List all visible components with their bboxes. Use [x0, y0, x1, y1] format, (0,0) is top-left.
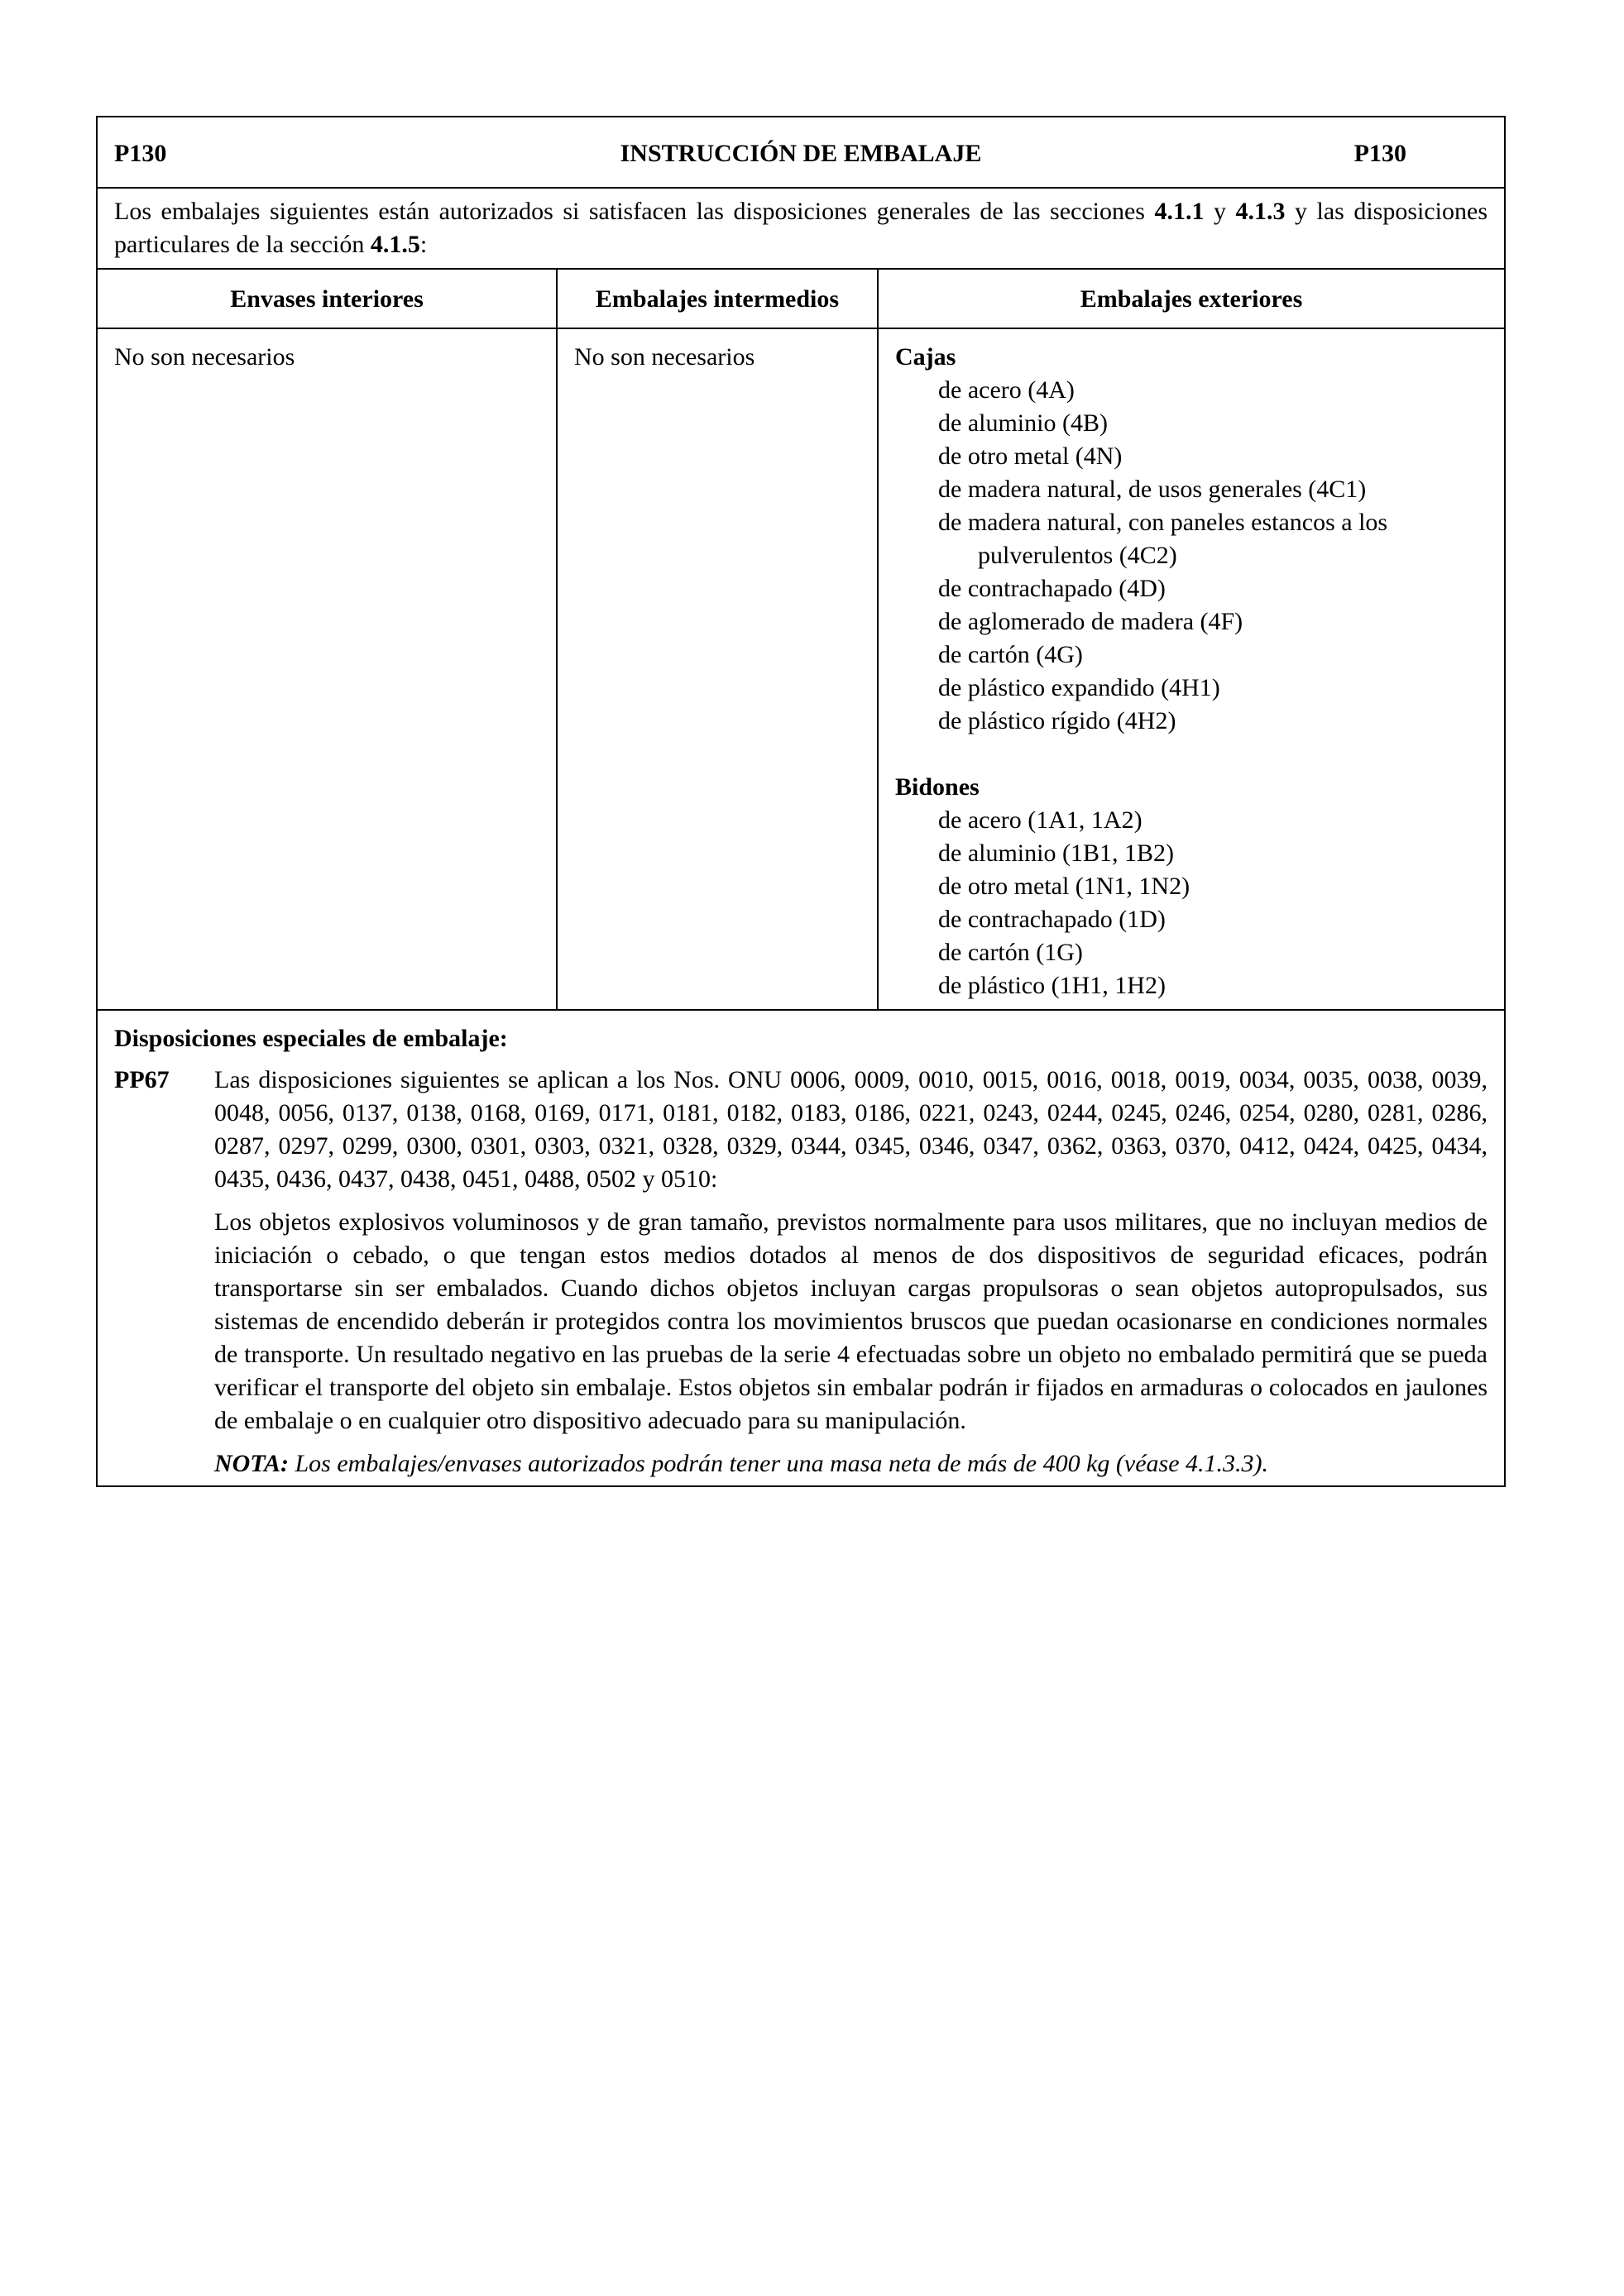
- provision-scope-paragraph: Las disposiciones siguientes se aplican a los Nos. ONU 0006, 0009, 0010, 0015, 0016, 0018, 0019, 0034, 0035, 0038, 0039, 0048, 0056, 0137, 0138, 0168, 0169, 0171, 0181, 0182, 0183, 0186, 0221, 0243, 0244, 0245, 0246, 0254, 0280, 0281, 0286, 0287, 0297, 0299, 0300, 0301, 0303, 0321, 0328, 0329, 0344, 0345, 0346, 0347, 0362, 0363, 0370, 0412, 0424, 0425, 0434, 0435, 0436, 0437, 0438, 0451, 0488, 0502 y 0510:: [214, 1066, 1487, 1193]
- spacer: [895, 738, 1487, 771]
- packaging-row: [98, 329, 1504, 1011]
- list-item: de plástico (1H1, 1H2): [938, 972, 1166, 999]
- instruction-code-left: P130: [114, 140, 167, 167]
- intro-text: :: [419, 231, 428, 258]
- note-paragraph: [214, 1447, 1487, 1480]
- intro-paragraph: [98, 189, 1504, 270]
- list-item: de aglomerado de madera (4F): [938, 608, 1243, 635]
- section-ref: 4.1.3: [1235, 198, 1286, 225]
- outer-packaging-cell: [879, 329, 1504, 1009]
- instruction-code-right: P130: [1353, 140, 1406, 167]
- intro-text: y las disposiciones particulares de la sección: [114, 198, 1488, 258]
- column-header-intermediate: Embalajes intermedios: [558, 270, 879, 328]
- intro-text: Los embalajes siguientes están autorizados si satisfacen las disposiciones generales de las secciones: [114, 198, 1155, 225]
- list-item: de contrachapado (1D): [938, 906, 1166, 933]
- provision-body: [214, 1064, 1487, 1480]
- special-provisions: [98, 1011, 1504, 1485]
- section-ref: 4.1.5: [370, 231, 420, 258]
- boxes-heading: Cajas: [895, 343, 956, 371]
- column-header-inner: Envases interiores: [98, 270, 558, 328]
- list-item: de otro metal (1N1, 1N2): [938, 873, 1190, 900]
- column-header-row: [98, 270, 1504, 329]
- intro-text: y: [1204, 198, 1236, 225]
- note-text: Los embalajes/envases autorizados podrán tener una masa neta de más de 400 kg (véase 4.1.3.3).: [289, 1450, 1269, 1477]
- list-item: de madera natural, de usos generales (4C1): [938, 476, 1367, 503]
- note-label: NOTA:: [214, 1450, 289, 1477]
- drums-heading: Bidones: [895, 773, 980, 801]
- intermediate-packaging-value: No son necesarios: [574, 343, 755, 371]
- list-item: de otro metal (4N): [938, 442, 1123, 470]
- list-item: de acero (1A1, 1A2): [938, 806, 1143, 834]
- list-item: de plástico rígido (4H2): [938, 707, 1176, 734]
- provision-pp67: [114, 1064, 1487, 1480]
- section-ref: 4.1.1: [1154, 198, 1205, 225]
- inner-packaging-cell: [98, 329, 558, 1009]
- list-item: de aluminio (4B): [938, 409, 1108, 437]
- drums-list: [895, 804, 1487, 1002]
- provision-text-paragraph: Los objetos explosivos voluminosos y de gran tamaño, previstos normalmente para usos militares, que no incluyan medios de iniciación o cebado, o que tengan estos medios dotados al menos de dos dispositivos de seguridad eficaces, podrán transportarse sin ser embalados. Cuando dichos objetos incluyan cargas propulsoras o sean objetos autopropulsados, sus sistemas de encendido deberán ir protegidos contra los movimientos bruscos que puedan ocasionarse en condiciones normales de transporte. Un resultado negativo en las pruebas de la serie 4 efectuadas sobre un objeto no embalado permitirá que se pueda verificar el transporte del objeto sin embalaje. Estos objetos sin embalar podrán ir fijados en armaduras o colocados en jaulones de embalaje o en cualquier otro dispositivo adecuado para su manipulación.: [214, 1208, 1487, 1434]
- packing-instruction-table: [96, 116, 1506, 1487]
- intermediate-packaging-cell: [558, 329, 879, 1009]
- provision-code: PP67: [114, 1066, 170, 1093]
- column-header-outer: Embalajes exteriores: [1080, 285, 1303, 313]
- list-item: de cartón (1G): [938, 939, 1083, 966]
- inner-packaging-value: No son necesarios: [114, 343, 295, 371]
- boxes-list: [895, 374, 1487, 738]
- list-item: de plástico expandido (4H1): [938, 674, 1220, 701]
- page-title: INSTRUCCIÓN DE EMBALAJE: [620, 140, 982, 167]
- list-item: de contrachapado (4D): [938, 575, 1166, 602]
- title-row: [98, 117, 1504, 189]
- special-provisions-heading: Disposiciones especiales de embalaje:: [114, 1025, 508, 1052]
- list-item: de cartón (4G): [938, 641, 1083, 668]
- list-item: de acero (4A): [938, 376, 1075, 404]
- list-item: de madera natural, con paneles estancos a los: [938, 509, 1388, 536]
- list-item: de aluminio (1B1, 1B2): [938, 839, 1174, 867]
- list-item-continuation: pulverulentos (4C2): [978, 542, 1177, 569]
